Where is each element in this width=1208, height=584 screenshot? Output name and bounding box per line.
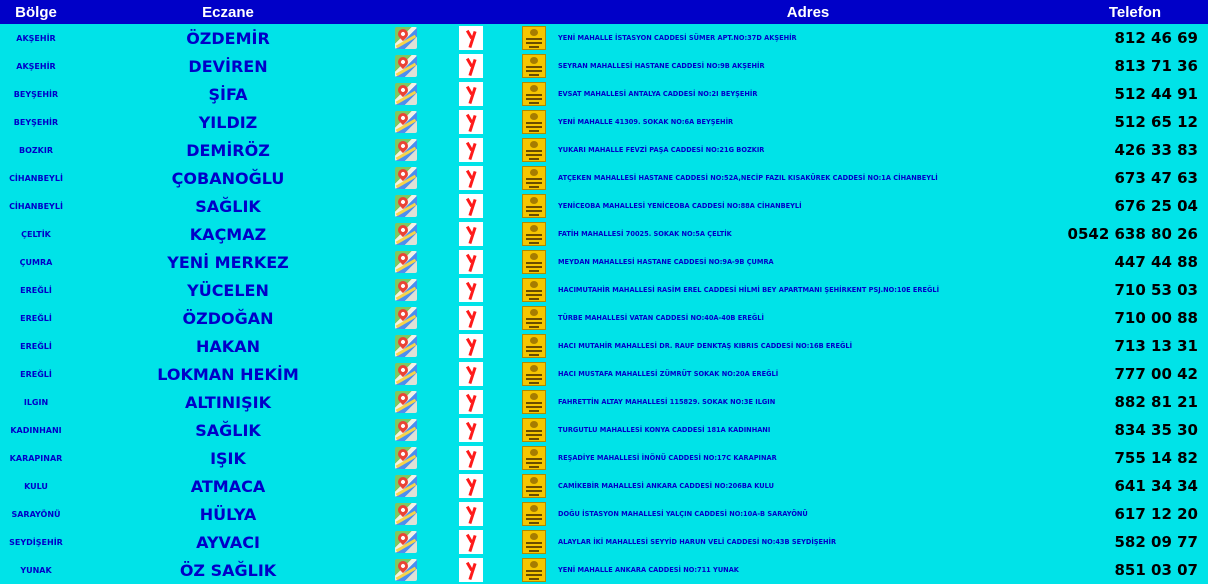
yandex-navi-icon[interactable] <box>459 558 483 582</box>
table-row <box>0 332 1208 360</box>
table-row <box>0 500 1208 528</box>
address-cell: HACI MUTAHİR MAHALLESİ DR. RAUF DENKTAŞ KIBRIS CADDESİ NO:16B EREĞLİ <box>558 342 853 350</box>
map-link[interactable] <box>384 80 428 108</box>
district-cell: SARAYÖNÜ <box>11 509 61 519</box>
phone-cell[interactable]: 676 25 04 <box>1114 197 1198 215</box>
district-cell: EREĞLİ <box>20 285 52 295</box>
table-row <box>0 304 1208 332</box>
map-link[interactable] <box>384 528 428 556</box>
map-icon[interactable] <box>395 83 417 105</box>
pharmacy-name[interactable]: KAÇMAZ <box>189 224 267 244</box>
district-cell: EREĞLİ <box>20 369 52 379</box>
pharmacy-badge-link[interactable] <box>514 24 554 52</box>
map-icon[interactable] <box>395 335 417 357</box>
district-cell: KADINHANI <box>10 425 62 435</box>
yandex-link[interactable] <box>428 108 514 136</box>
map-icon[interactable] <box>395 475 417 497</box>
district-cell: BEYŞEHİR <box>13 117 59 127</box>
table-row <box>0 192 1208 220</box>
yandex-link[interactable] <box>428 276 514 304</box>
yandex-navi-icon[interactable] <box>459 502 483 526</box>
pharmacy-badge-icon[interactable] <box>522 558 546 582</box>
header-eczane: Eczane <box>72 0 384 24</box>
table-row <box>0 220 1208 248</box>
map-icon[interactable] <box>395 503 417 525</box>
yandex-navi-icon[interactable] <box>459 194 483 218</box>
pharmacy-badge-icon[interactable] <box>522 278 546 302</box>
phone-cell[interactable]: 582 09 77 <box>1114 533 1198 551</box>
address-cell: YENİ MAHALLE İSTASYON CADDESİ SÜMER APT.NO:37D AKŞEHİR <box>558 34 797 42</box>
pharmacy-name[interactable]: ÇOBANOĞLU <box>171 168 285 188</box>
pharmacy-badge-link[interactable] <box>514 444 554 472</box>
yandex-link[interactable] <box>428 304 514 332</box>
pharmacy-name[interactable]: ÖZDOĞAN <box>182 308 274 328</box>
phone-cell[interactable]: 641 34 34 <box>1114 477 1198 495</box>
yandex-navi-icon[interactable] <box>459 278 483 302</box>
yandex-navi-icon[interactable] <box>459 222 483 246</box>
address-cell: SEYRAN MAHALLESİ HASTANE CADDESİ NO:9B AKŞEHİR <box>558 62 765 70</box>
pharmacy-name[interactable]: ŞİFA <box>208 84 248 104</box>
pharmacy-badge-link[interactable] <box>514 164 554 192</box>
phone-cell[interactable]: 710 53 03 <box>1114 281 1198 299</box>
pharmacy-name[interactable]: HAKAN <box>196 336 260 356</box>
yandex-link[interactable] <box>428 388 514 416</box>
phone-cell[interactable]: 755 14 82 <box>1114 449 1198 467</box>
pharmacy-badge-link[interactable] <box>514 528 554 556</box>
pharmacy-badge-icon[interactable] <box>522 82 546 106</box>
map-link[interactable] <box>384 472 428 500</box>
pharmacy-badge-link[interactable] <box>514 192 554 220</box>
yandex-link[interactable] <box>428 52 514 80</box>
map-icon[interactable] <box>395 419 417 441</box>
table-row <box>0 52 1208 80</box>
header-bolge: Bölge <box>0 0 72 24</box>
address-cell: YENİ MAHALLE ANKARA CADDESİ NO:711 YUNAK <box>558 566 739 574</box>
phone-cell[interactable]: 710 00 88 <box>1114 309 1198 327</box>
yandex-link[interactable] <box>428 500 514 528</box>
pharmacy-name[interactable]: ÖZ SAĞLIK <box>179 560 277 580</box>
yandex-navi-icon[interactable] <box>459 446 483 470</box>
yandex-navi-icon[interactable] <box>459 306 483 330</box>
phone-cell[interactable]: 426 33 83 <box>1114 141 1198 159</box>
yandex-link[interactable] <box>428 164 514 192</box>
pharmacy-badge-link[interactable] <box>514 556 554 584</box>
phone-cell[interactable]: 777 00 42 <box>1114 365 1198 383</box>
yandex-link[interactable] <box>428 248 514 276</box>
map-link[interactable] <box>384 248 428 276</box>
table-row <box>0 444 1208 472</box>
yandex-navi-icon[interactable] <box>459 166 483 190</box>
pharmacy-badge-link[interactable] <box>514 248 554 276</box>
address-cell: ATÇEKEN MAHALLESİ HASTANE CADDESİ NO:52A,NECİP FAZIL KISAKÜREK CADDESİ NO:1A CİHANBEYLİ <box>558 174 938 182</box>
address-cell: REŞADİYE MAHALLESİ İNÖNÜ CADDESİ NO:17C KARAPINAR <box>558 454 777 462</box>
map-icon[interactable] <box>395 27 417 49</box>
map-icon[interactable] <box>395 139 417 161</box>
phone-cell[interactable]: 813 71 36 <box>1114 57 1198 75</box>
yandex-navi-icon[interactable] <box>459 474 483 498</box>
address-cell: FAHRETTİN ALTAY MAHALLESİ 115829. SOKAK NO:3E ILGIN <box>558 398 776 406</box>
district-cell: KARAPINAR <box>9 453 63 463</box>
pharmacy-badge-icon[interactable] <box>522 418 546 442</box>
pharmacy-badge-link[interactable] <box>514 52 554 80</box>
pharmacy-name[interactable]: IŞIK <box>210 448 246 468</box>
district-cell: CİHANBEYLİ <box>9 173 63 183</box>
map-link[interactable] <box>384 444 428 472</box>
map-link[interactable] <box>384 24 428 52</box>
district-cell: AKŞEHİR <box>16 61 56 71</box>
yandex-navi-icon[interactable] <box>459 530 483 554</box>
pharmacy-name[interactable]: SAĞLIK <box>195 196 261 216</box>
map-icon[interactable] <box>395 559 417 581</box>
address-cell: FATİH MAHALLESİ 70025. SOKAK NO:5A ÇELTİK <box>558 230 732 238</box>
address-cell: HACI MUSTAFA MAHALLESİ ZÜMRÜT SOKAK NO:20A EREĞLİ <box>558 370 779 378</box>
map-icon[interactable] <box>395 167 417 189</box>
pharmacy-badge-link[interactable] <box>514 276 554 304</box>
phone-cell[interactable]: 834 35 30 <box>1114 421 1198 439</box>
pharmacy-badge-link[interactable] <box>514 388 554 416</box>
pharmacy-badge-link[interactable] <box>514 416 554 444</box>
pharmacy-badge-icon[interactable] <box>522 474 546 498</box>
phone-cell[interactable]: 512 44 91 <box>1114 85 1198 103</box>
pharmacy-badge-icon[interactable] <box>522 222 546 246</box>
address-cell: YUKARI MAHALLE FEVZİ PAŞA CADDESİ NO:21G BOZKIR <box>558 146 765 154</box>
district-cell: CİHANBEYLİ <box>9 201 63 211</box>
district-cell: ÇUMRA <box>19 257 53 267</box>
map-link[interactable] <box>384 388 428 416</box>
address-cell: EVSAT MAHALLESİ ANTALYA CADDESİ NO:2I BEYŞEHİR <box>558 90 758 98</box>
district-cell: EREĞLİ <box>20 341 52 351</box>
map-link[interactable] <box>384 500 428 528</box>
yandex-link[interactable] <box>428 556 514 584</box>
yandex-link[interactable] <box>428 444 514 472</box>
address-cell: DOĞU İSTASYON MAHALLESİ YALÇIN CADDESİ NO:10A-B SARAYÖNÜ <box>558 510 808 518</box>
pharmacy-badge-icon[interactable] <box>522 54 546 78</box>
pharmacy-name[interactable]: YILDIZ <box>198 112 258 132</box>
map-icon[interactable] <box>395 279 417 301</box>
pharmacy-badge-icon[interactable] <box>522 110 546 134</box>
map-icon[interactable] <box>395 55 417 77</box>
map-link[interactable] <box>384 276 428 304</box>
yandex-navi-icon[interactable] <box>459 110 483 134</box>
yandex-link[interactable] <box>428 24 514 52</box>
phone-cell[interactable]: 512 65 12 <box>1114 113 1198 131</box>
address-cell: YENİCEOBA MAHALLESİ YENİCEOBA CADDESİ NO:88A CİHANBEYLİ <box>558 202 802 210</box>
map-icon[interactable] <box>395 195 417 217</box>
pharmacy-badge-icon[interactable] <box>522 530 546 554</box>
phone-cell[interactable]: 812 46 69 <box>1114 29 1198 47</box>
map-icon[interactable] <box>395 307 417 329</box>
yandex-link[interactable] <box>428 360 514 388</box>
address-cell: HACIMUTAHİR MAHALLESİ RASİM EREL CADDESİ HİLMİ BEY APARTMANI ŞEHİRKENT PSJ.NO:10E EREĞLİ <box>558 286 940 294</box>
district-cell: BEYŞEHİR <box>13 89 59 99</box>
table-row <box>0 360 1208 388</box>
district-cell: EREĞLİ <box>20 313 52 323</box>
phone-cell[interactable]: 882 81 21 <box>1114 393 1198 411</box>
yandex-navi-icon[interactable] <box>459 418 483 442</box>
district-cell: KULU <box>24 481 48 491</box>
yandex-link[interactable] <box>428 192 514 220</box>
pharmacy-name[interactable]: YENİ MERKEZ <box>167 252 289 272</box>
pharmacy-name[interactable]: ATMACA <box>190 476 266 496</box>
address-cell: MEYDAN MAHALLESİ HASTANE CADDESİ NO:9A-9B ÇUMRA <box>558 258 774 266</box>
yandex-navi-icon[interactable] <box>459 362 483 386</box>
map-link[interactable] <box>384 192 428 220</box>
pharmacy-name[interactable]: SAĞLIK <box>195 420 261 440</box>
pharmacy-badge-icon[interactable] <box>522 166 546 190</box>
pharmacy-badge-icon[interactable] <box>522 390 546 414</box>
table-row <box>0 556 1208 584</box>
map-icon[interactable] <box>395 363 417 385</box>
pharmacy-badge-icon[interactable] <box>522 26 546 50</box>
pharmacy-badge-link[interactable] <box>514 360 554 388</box>
pharmacy-name[interactable]: DEMİRÖZ <box>186 140 270 160</box>
yandex-link[interactable] <box>428 416 514 444</box>
map-link[interactable] <box>384 220 428 248</box>
header-telefon: Telefon <box>1062 0 1208 24</box>
table-row <box>0 24 1208 52</box>
pharmacy-name[interactable]: ÖZDEMİR <box>186 28 270 48</box>
yandex-navi-icon[interactable] <box>459 334 483 358</box>
address-cell: YENİ MAHALLE 41309. SOKAK NO:6A BEYŞEHİR <box>558 118 734 126</box>
pharmacy-badge-link[interactable] <box>514 108 554 136</box>
district-cell: BOZKIR <box>18 145 54 155</box>
pharmacy-badge-icon[interactable] <box>522 194 546 218</box>
table-row <box>0 528 1208 556</box>
pharmacy-badge-icon[interactable] <box>522 502 546 526</box>
pharmacy-badge-link[interactable] <box>514 304 554 332</box>
phone-cell[interactable]: 713 13 31 <box>1114 337 1198 355</box>
pharmacy-name[interactable]: YÜCELEN <box>187 280 269 300</box>
yandex-link[interactable] <box>428 472 514 500</box>
yandex-link[interactable] <box>428 136 514 164</box>
map-link[interactable] <box>384 164 428 192</box>
yandex-link[interactable] <box>428 528 514 556</box>
table-row <box>0 80 1208 108</box>
address-cell: ALAYLAR İKİ MAHALLESİ SEYYİD HARUN VELİ CADDESİ NO:43B SEYDİŞEHİR <box>558 538 837 546</box>
phone-cell[interactable]: 0542 638 80 26 <box>1067 225 1198 243</box>
address-cell: CAMİKEBİR MAHALLESİ ANKARA CADDESİ NO:206BA KULU <box>558 482 774 490</box>
district-cell: ÇELTİK <box>21 229 51 239</box>
pharmacy-badge-link[interactable] <box>514 80 554 108</box>
district-cell: ILGIN <box>23 397 49 407</box>
yandex-navi-icon[interactable] <box>459 26 483 50</box>
address-cell: TÜRBE MAHALLESİ VATAN CADDESİ NO:40A-40B EREĞLİ <box>558 314 764 322</box>
map-link[interactable] <box>384 360 428 388</box>
phone-cell[interactable]: 851 03 07 <box>1114 561 1198 579</box>
pharmacy-badge-icon[interactable] <box>522 334 546 358</box>
table-row <box>0 108 1208 136</box>
phone-cell[interactable]: 617 12 20 <box>1114 505 1198 523</box>
map-icon[interactable] <box>395 447 417 469</box>
map-link[interactable] <box>384 52 428 80</box>
table-row <box>0 276 1208 304</box>
district-cell: YUNAK <box>20 565 52 575</box>
map-link[interactable] <box>384 304 428 332</box>
pharmacy-name[interactable]: DEVİREN <box>188 56 268 76</box>
yandex-link[interactable] <box>428 80 514 108</box>
table-row <box>0 416 1208 444</box>
map-link[interactable] <box>384 108 428 136</box>
map-icon[interactable] <box>395 391 417 413</box>
map-link[interactable] <box>384 416 428 444</box>
map-link[interactable] <box>384 136 428 164</box>
table-row <box>0 388 1208 416</box>
pharmacy-name[interactable]: AYVACI <box>196 532 260 552</box>
pharmacy-badge-link[interactable] <box>514 472 554 500</box>
address-cell: TURGUTLU MAHALLESİ KONYA CADDESİ 181A KADINHANI <box>558 426 771 434</box>
map-icon[interactable] <box>395 111 417 133</box>
pharmacy-badge-icon[interactable] <box>522 446 546 470</box>
table-row <box>0 248 1208 276</box>
phone-cell[interactable]: 447 44 88 <box>1114 253 1198 271</box>
table-row <box>0 472 1208 500</box>
phone-cell[interactable]: 673 47 63 <box>1114 169 1198 187</box>
pharmacy-badge-link[interactable] <box>514 500 554 528</box>
pharmacy-badge-icon[interactable] <box>522 138 546 162</box>
pharmacy-badge-link[interactable] <box>514 136 554 164</box>
table-row <box>0 136 1208 164</box>
map-link[interactable] <box>384 332 428 360</box>
pharmacy-name[interactable]: HÜLYA <box>199 504 257 524</box>
map-icon[interactable] <box>395 223 417 245</box>
pharmacy-name[interactable]: ALTINIŞIK <box>184 392 271 412</box>
pharmacy-badge-icon[interactable] <box>522 362 546 386</box>
district-cell: AKŞEHİR <box>16 33 56 43</box>
map-icon[interactable] <box>395 251 417 273</box>
yandex-navi-icon[interactable] <box>459 138 483 162</box>
yandex-navi-icon[interactable] <box>459 82 483 106</box>
map-link[interactable] <box>384 556 428 584</box>
pharmacy-badge-icon[interactable] <box>522 250 546 274</box>
pharmacy-name[interactable]: LOKMAN HEKİM <box>157 364 299 384</box>
pharmacy-badge-icon[interactable] <box>522 306 546 330</box>
header-adres: Adres <box>554 0 1062 24</box>
map-icon[interactable] <box>395 531 417 553</box>
pharmacy-badge-link[interactable] <box>514 332 554 360</box>
pharmacy-badge-link[interactable] <box>514 220 554 248</box>
table-header <box>0 0 1208 24</box>
yandex-link[interactable] <box>428 220 514 248</box>
district-cell: SEYDİŞEHİR <box>9 537 63 547</box>
yandex-navi-icon[interactable] <box>459 390 483 414</box>
table-row <box>0 164 1208 192</box>
yandex-navi-icon[interactable] <box>459 54 483 78</box>
yandex-link[interactable] <box>428 332 514 360</box>
yandex-navi-icon[interactable] <box>459 250 483 274</box>
